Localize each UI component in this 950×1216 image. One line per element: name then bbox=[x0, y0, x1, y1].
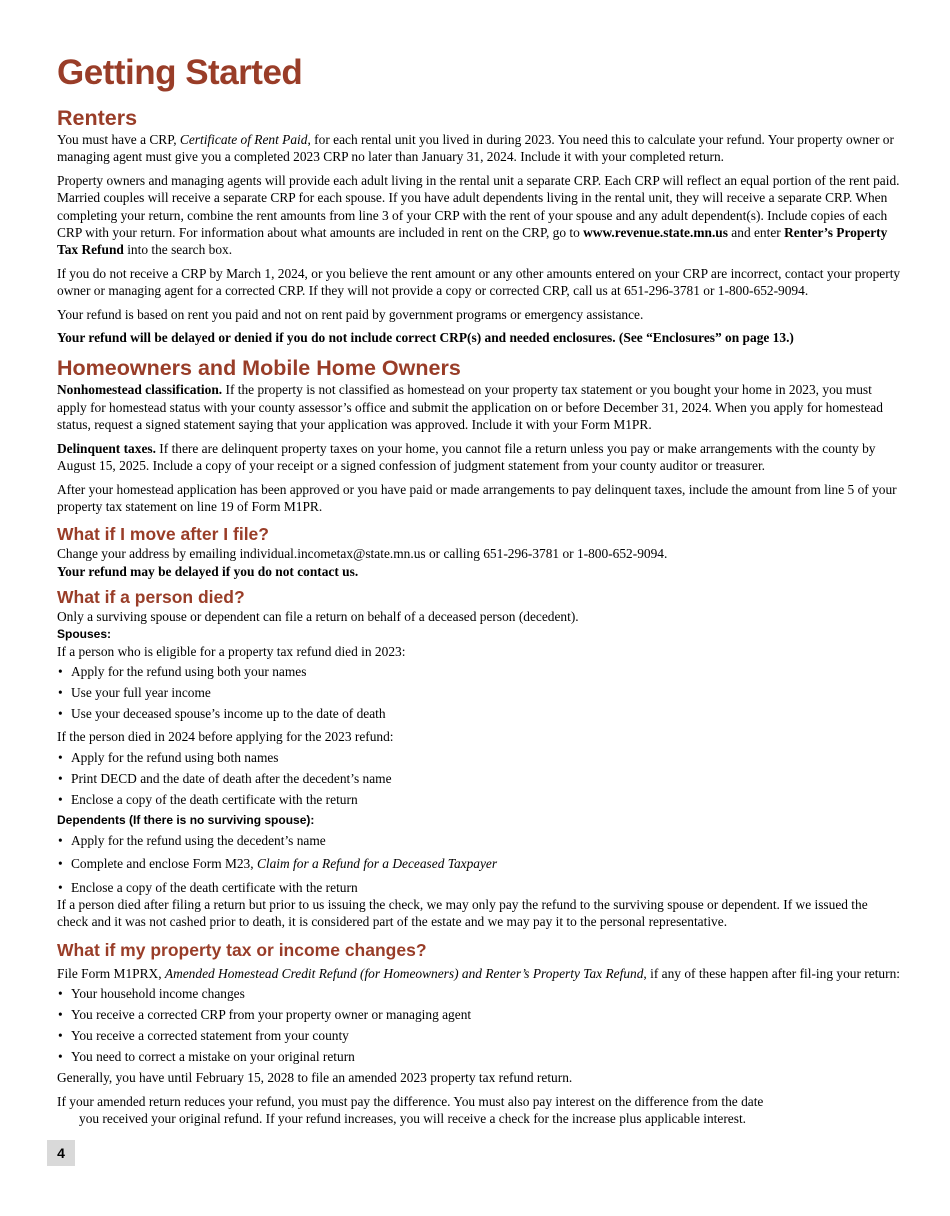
renters-paragraph-3: If you do not receive a CRP by March 1, 2024, or you believe the rent amount or any other amounts entered on your CRP are incorrect, contact your property owner or managing agent for a corrected CRP. If they will not provide a copy or corrected CRP, call us at 651-296-3781 or 1-800-652-9094. bbox=[57, 265, 901, 299]
list-item: • Use your full year income bbox=[57, 684, 902, 701]
list-item: • Print DECD and the date of death after the decedent’s name bbox=[57, 770, 902, 787]
list-item: • You receive a corrected statement from your county bbox=[57, 1027, 902, 1044]
spouses-list bbox=[57, 663, 902, 722]
changes-paragraph-2: Generally, you have until February 15, 2028 to file an amended 2023 property tax refund return. bbox=[57, 1070, 573, 1086]
later-intro: If the person died in 2024 before applying for the 2023 refund: bbox=[57, 729, 394, 745]
list-item: • Use your deceased spouse’s income up to the date of death bbox=[57, 705, 902, 722]
list-item: • Apply for the refund using the decedent’s name bbox=[57, 832, 902, 849]
list-item: • You need to correct a mistake on your original return bbox=[57, 1048, 902, 1065]
list-item: • Apply for the refund using both names bbox=[57, 749, 902, 766]
spouses-intro: If a person who is eligible for a property tax refund died in 2023: bbox=[57, 643, 406, 659]
list-item: • You receive a corrected CRP from your property owner or managing agent bbox=[57, 1006, 902, 1023]
renters-heading: Renters bbox=[57, 106, 138, 130]
renters-paragraph-4: Your refund is based on rent you paid and not on rent paid by government programs or emergency assistance. bbox=[57, 306, 644, 322]
died-heading: What if a person died? bbox=[57, 587, 245, 608]
page-content bbox=[57, 50, 902, 1127]
renters-paragraph-2: Property owners and managing agents will provide each adult living in the rental unit a separate CRP. Each CRP will reflect an equal portion of the rent paid. Married couples will receive a separate CRP for each spouse. If you have adult dependents living in the rental unit, they will receive a separate CRP. When completing your return, combine the rent amounts from line 3 of your CRP with the rent of your spouse and any adult dependent(s). Include copies of each CRP with your return. For information about what amounts are included in rent on the CRP, go to www.revenue.state.mn.us and enter Renter’s Property Tax Refund into the search box. bbox=[57, 172, 900, 258]
renters-warning: Your refund will be delayed or denied if you do not include correct CRP(s) and needed enclosures. (See “Enclosures” on page 13.) bbox=[57, 330, 794, 346]
list-item: • Your household income changes bbox=[57, 985, 902, 1002]
dependents-list bbox=[57, 832, 902, 896]
move-heading: What if I move after I file? bbox=[57, 524, 269, 545]
page-title: Getting Started bbox=[57, 53, 303, 92]
list-item: • Complete and enclose Form M23, Claim for a Refund for a Deceased Taxpayer bbox=[57, 855, 902, 872]
move-paragraph: Change your address by emailing individual.incometax@state.mn.us or calling 651-296-3781 or 1-800-652-9094. bbox=[57, 546, 668, 562]
dependents-heading: Dependents (If there is no surviving spouse): bbox=[57, 812, 315, 827]
list-item: • Apply for the refund using both your names bbox=[57, 663, 902, 680]
changes-paragraph-3: If your amended return reduces your refund, you must pay the difference. You must also pay interest on the difference from the date you received your original refund. If your refund increases, you will receive a check for the increase plus applicable interest. bbox=[57, 1093, 764, 1126]
homeowners-paragraph-1: Nonhomestead classification. If the property is not classified as homestead on your property tax statement or you bought your home in 2023, you must apply for homestead status with your county assessor’s office and submit the application on or before December 31, 2024. When you apply for homestead status, request a signed statement saying that your application was approved. Include it with your Form M1PR. bbox=[57, 382, 883, 433]
died-intro: Only a surviving spouse or dependent can file a return on behalf of a deceased person (decedent). bbox=[57, 609, 579, 625]
changes-heading: What if my property tax or income changes? bbox=[57, 939, 427, 960]
renters-paragraph-1: You must have a CRP, Certificate of Rent Paid, for each rental unit you lived in during 2023. You need this to calculate your refund. Your property owner or managing agent must give you a completed 2023 CRP no later than January 31, 2024. Include it with your completed return. bbox=[57, 132, 894, 165]
list-item: • Enclose a copy of the death certificate with the return bbox=[57, 879, 902, 896]
changes-intro: File Form M1PRX, Amended Homestead Credit Refund (for Homeowners) and Renter’s Property Tax Refund, if any of these happen after fil-ing your return: bbox=[57, 965, 900, 981]
page-number: 4 bbox=[47, 1140, 75, 1166]
homeowners-heading: Homeowners and Mobile Home Owners bbox=[57, 356, 461, 381]
spouses-heading: Spouses: bbox=[57, 626, 112, 641]
move-warning: Your refund may be delayed if you do not contact us. bbox=[57, 563, 359, 579]
died-after-paragraph: If a person died after filing a return but prior to us issuing the check, we may only pay the refund to the surviving spouse or dependent. If we issued the check and it was not cashed prior to death, it is considered part of the estate and we may pay it to the personal representative. bbox=[57, 896, 868, 930]
homeowners-paragraph-3: After your homestead application has been approved or you have paid or made arrangements to pay delinquent taxes, include the amount from line 5 of your property tax statement on line 19 of Form M1PR. bbox=[57, 481, 897, 514]
homeowners-paragraph-2: Delinquent taxes. If there are delinquent property taxes on your home, you cannot file a return unless you pay or make arrangements with the county by August 15, 2025. Include a copy of your receipt or a signed confession of judgment statement from your county auditor or treasurer. bbox=[57, 440, 876, 474]
later-list bbox=[57, 749, 902, 808]
changes-list bbox=[57, 985, 902, 1065]
list-item: • Enclose a copy of the death certificate with the return bbox=[57, 791, 902, 808]
revenue-url[interactable]: www.revenue.state.mn.us bbox=[583, 225, 728, 241]
